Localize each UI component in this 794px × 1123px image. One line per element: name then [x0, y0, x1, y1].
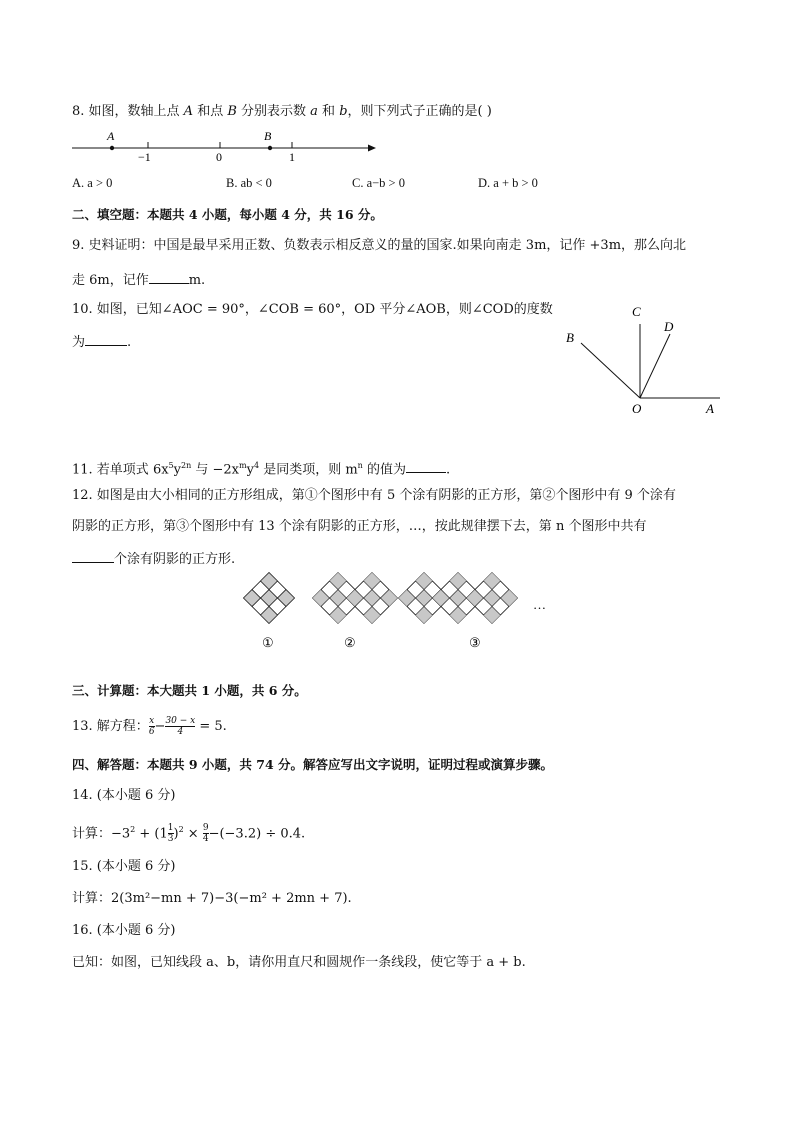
pattern-ellipsis: …: [533, 597, 546, 612]
q13-suffix: = 5.: [195, 719, 227, 734]
q11-sup-5: n: [357, 461, 363, 470]
q16-heading: 16. (本小题 6 分): [72, 923, 176, 938]
q11-text-e: 是同类项，则 m: [259, 462, 358, 478]
label-b: B: [566, 330, 574, 345]
choice-d: D. a + b > 0: [478, 176, 538, 190]
q8-text-b: 和点: [193, 104, 228, 119]
q8-var-a: a: [310, 104, 318, 119]
label-a: A: [706, 401, 714, 416]
q8-var-b: b: [339, 104, 348, 119]
q8-text-d: 和: [317, 104, 340, 119]
q13-f1-den: 6: [148, 727, 155, 737]
q13-f2-den: 4: [165, 726, 195, 737]
label-o: O: [632, 401, 642, 416]
pattern-fig-3: [399, 573, 518, 624]
q15-calc: 计算：2(3m²−mn + 7)−3(−m² + 2mn + 7).: [72, 891, 352, 906]
q11-text-c: 与 −2x: [191, 462, 240, 478]
choice-a: A. a > 0: [72, 176, 113, 190]
axis-label-a: A: [107, 129, 115, 143]
q10-line-1: 10. 如图，已知∠AOC = 90°，∠COB = 60°，OD 平分∠AOB，则∠COD的度数: [72, 302, 553, 317]
q11-text-d: y: [246, 462, 254, 478]
q9-line-2: [72, 269, 205, 291]
q12-answer-blank: [72, 548, 114, 563]
q14-calc-a: 计算：−3: [72, 826, 131, 842]
section-2-heading: 二、填空题：本题共 4 小题，每小题 4 分，共 16 分。: [72, 207, 383, 222]
q14-calc-e: −(−3.2) ÷ 0.4.: [208, 826, 306, 842]
q13-minus: −: [154, 719, 166, 734]
q10-answer-blank: [85, 331, 127, 346]
q14-calc-c: ): [173, 826, 179, 842]
pattern-fig-2: [313, 573, 398, 624]
q14-calc-b: + (1: [135, 826, 168, 842]
tick-label-minus-one: −1: [138, 150, 151, 164]
q13-f2-num: 30 − x: [165, 716, 196, 726]
q11-text-f: 的值为: [362, 462, 406, 478]
number-line-figure: [68, 128, 388, 168]
choice-c: C. a−b > 0: [352, 176, 405, 190]
q11-text-g: .: [445, 462, 451, 478]
q14-f2-den: 4: [202, 834, 209, 845]
q14-f1-num: 1: [167, 823, 174, 834]
pattern-label-3: ③: [469, 635, 481, 650]
q8-point-a: A: [183, 104, 194, 119]
q9-text-b: m.: [188, 273, 206, 288]
q13-f1-num: x: [149, 716, 155, 726]
q8-text-e: ，则下列式子正确的是( ): [347, 104, 492, 119]
q11-sup-3: m: [239, 461, 247, 470]
q13-fraction-2: [165, 716, 195, 737]
q11-line: [72, 456, 450, 480]
section-4-heading: 四、解答题：本题共 9 小题，共 74 分。解答应写出文字说明，证明过程或演算步骤。: [72, 757, 554, 772]
q14-f2-num: 9: [202, 823, 209, 834]
q12-text-b: 个涂有阴影的正方形.: [114, 552, 236, 567]
q10-line-2: [72, 331, 131, 353]
q14-calc-d: ×: [183, 826, 203, 842]
point-b-dot: [268, 146, 272, 150]
label-d: D: [664, 319, 674, 334]
q12-line-2: 阴影的正方形，第③个图形中有 13 个涂有阴影的正方形，…，按此规律摆下去，第 n 个图形中共有: [72, 519, 647, 534]
q14-heading: 14. (本小题 6 分): [72, 788, 176, 803]
q14-sup-2: 2: [178, 825, 184, 834]
angle-figure: [560, 300, 730, 422]
pattern-label-1: ①: [262, 635, 274, 650]
q11-text-b: y: [173, 462, 181, 478]
q16-text: 已知：如图，已知线段 a、b，请你用直尺和圆规作一条线段，使它等于 a + b.: [72, 955, 526, 970]
q11-answer-blank: [406, 458, 446, 473]
pattern-label-2: ②: [344, 635, 356, 650]
q14-calc: [72, 820, 305, 844]
q11-sup-4: 4: [253, 461, 260, 470]
q9-answer-blank: [149, 269, 189, 284]
tick-label-one: 1: [289, 150, 295, 164]
q8-text-c: 分别表示数: [236, 104, 311, 119]
q9-text-a: 走 6m，记作: [72, 273, 149, 288]
q8-point-b: B: [227, 104, 237, 119]
q13-line: [72, 716, 227, 737]
q11-sup-1: 5: [168, 461, 174, 470]
q14-f1-den: 3: [167, 834, 174, 845]
point-a-dot: [110, 146, 114, 150]
q13-prefix: 13. 解方程：: [72, 719, 149, 734]
q10-text-a: 为: [72, 335, 86, 350]
section-3-heading: 三、计算题：本大题共 1 小题，共 6 分。: [72, 683, 307, 698]
q12-line-3: [72, 548, 235, 570]
q11-text-a: 11. 若单项式 6x: [72, 462, 169, 478]
q9-line-1: 9. 史料证明：中国是最早采用正数、负数表示相反意义的量的国家.如果向南走 3m，记作 +3m，那么向北: [72, 238, 687, 253]
q10-text-b: .: [127, 335, 132, 350]
q8-stem: [72, 102, 492, 122]
q12-line-1: 12. 如图是由大小相同的正方形组成，第①个图形中有 5 个涂有阴影的正方形，第②个图形中有 9 个涂有: [72, 488, 676, 503]
q8-text-a: 8. 如图，数轴上点: [72, 104, 184, 119]
q15-heading: 15. (本小题 6 分): [72, 859, 176, 874]
pattern-figure: [236, 568, 566, 658]
label-c: C: [632, 304, 641, 319]
q11-sup-2: 2n: [181, 461, 192, 470]
tick-label-zero: 0: [216, 150, 222, 164]
axis-label-b: B: [264, 129, 272, 143]
q14-sup: 2: [130, 825, 136, 834]
choice-b: B. ab < 0: [226, 176, 272, 190]
pattern-fig-1: [244, 573, 295, 624]
